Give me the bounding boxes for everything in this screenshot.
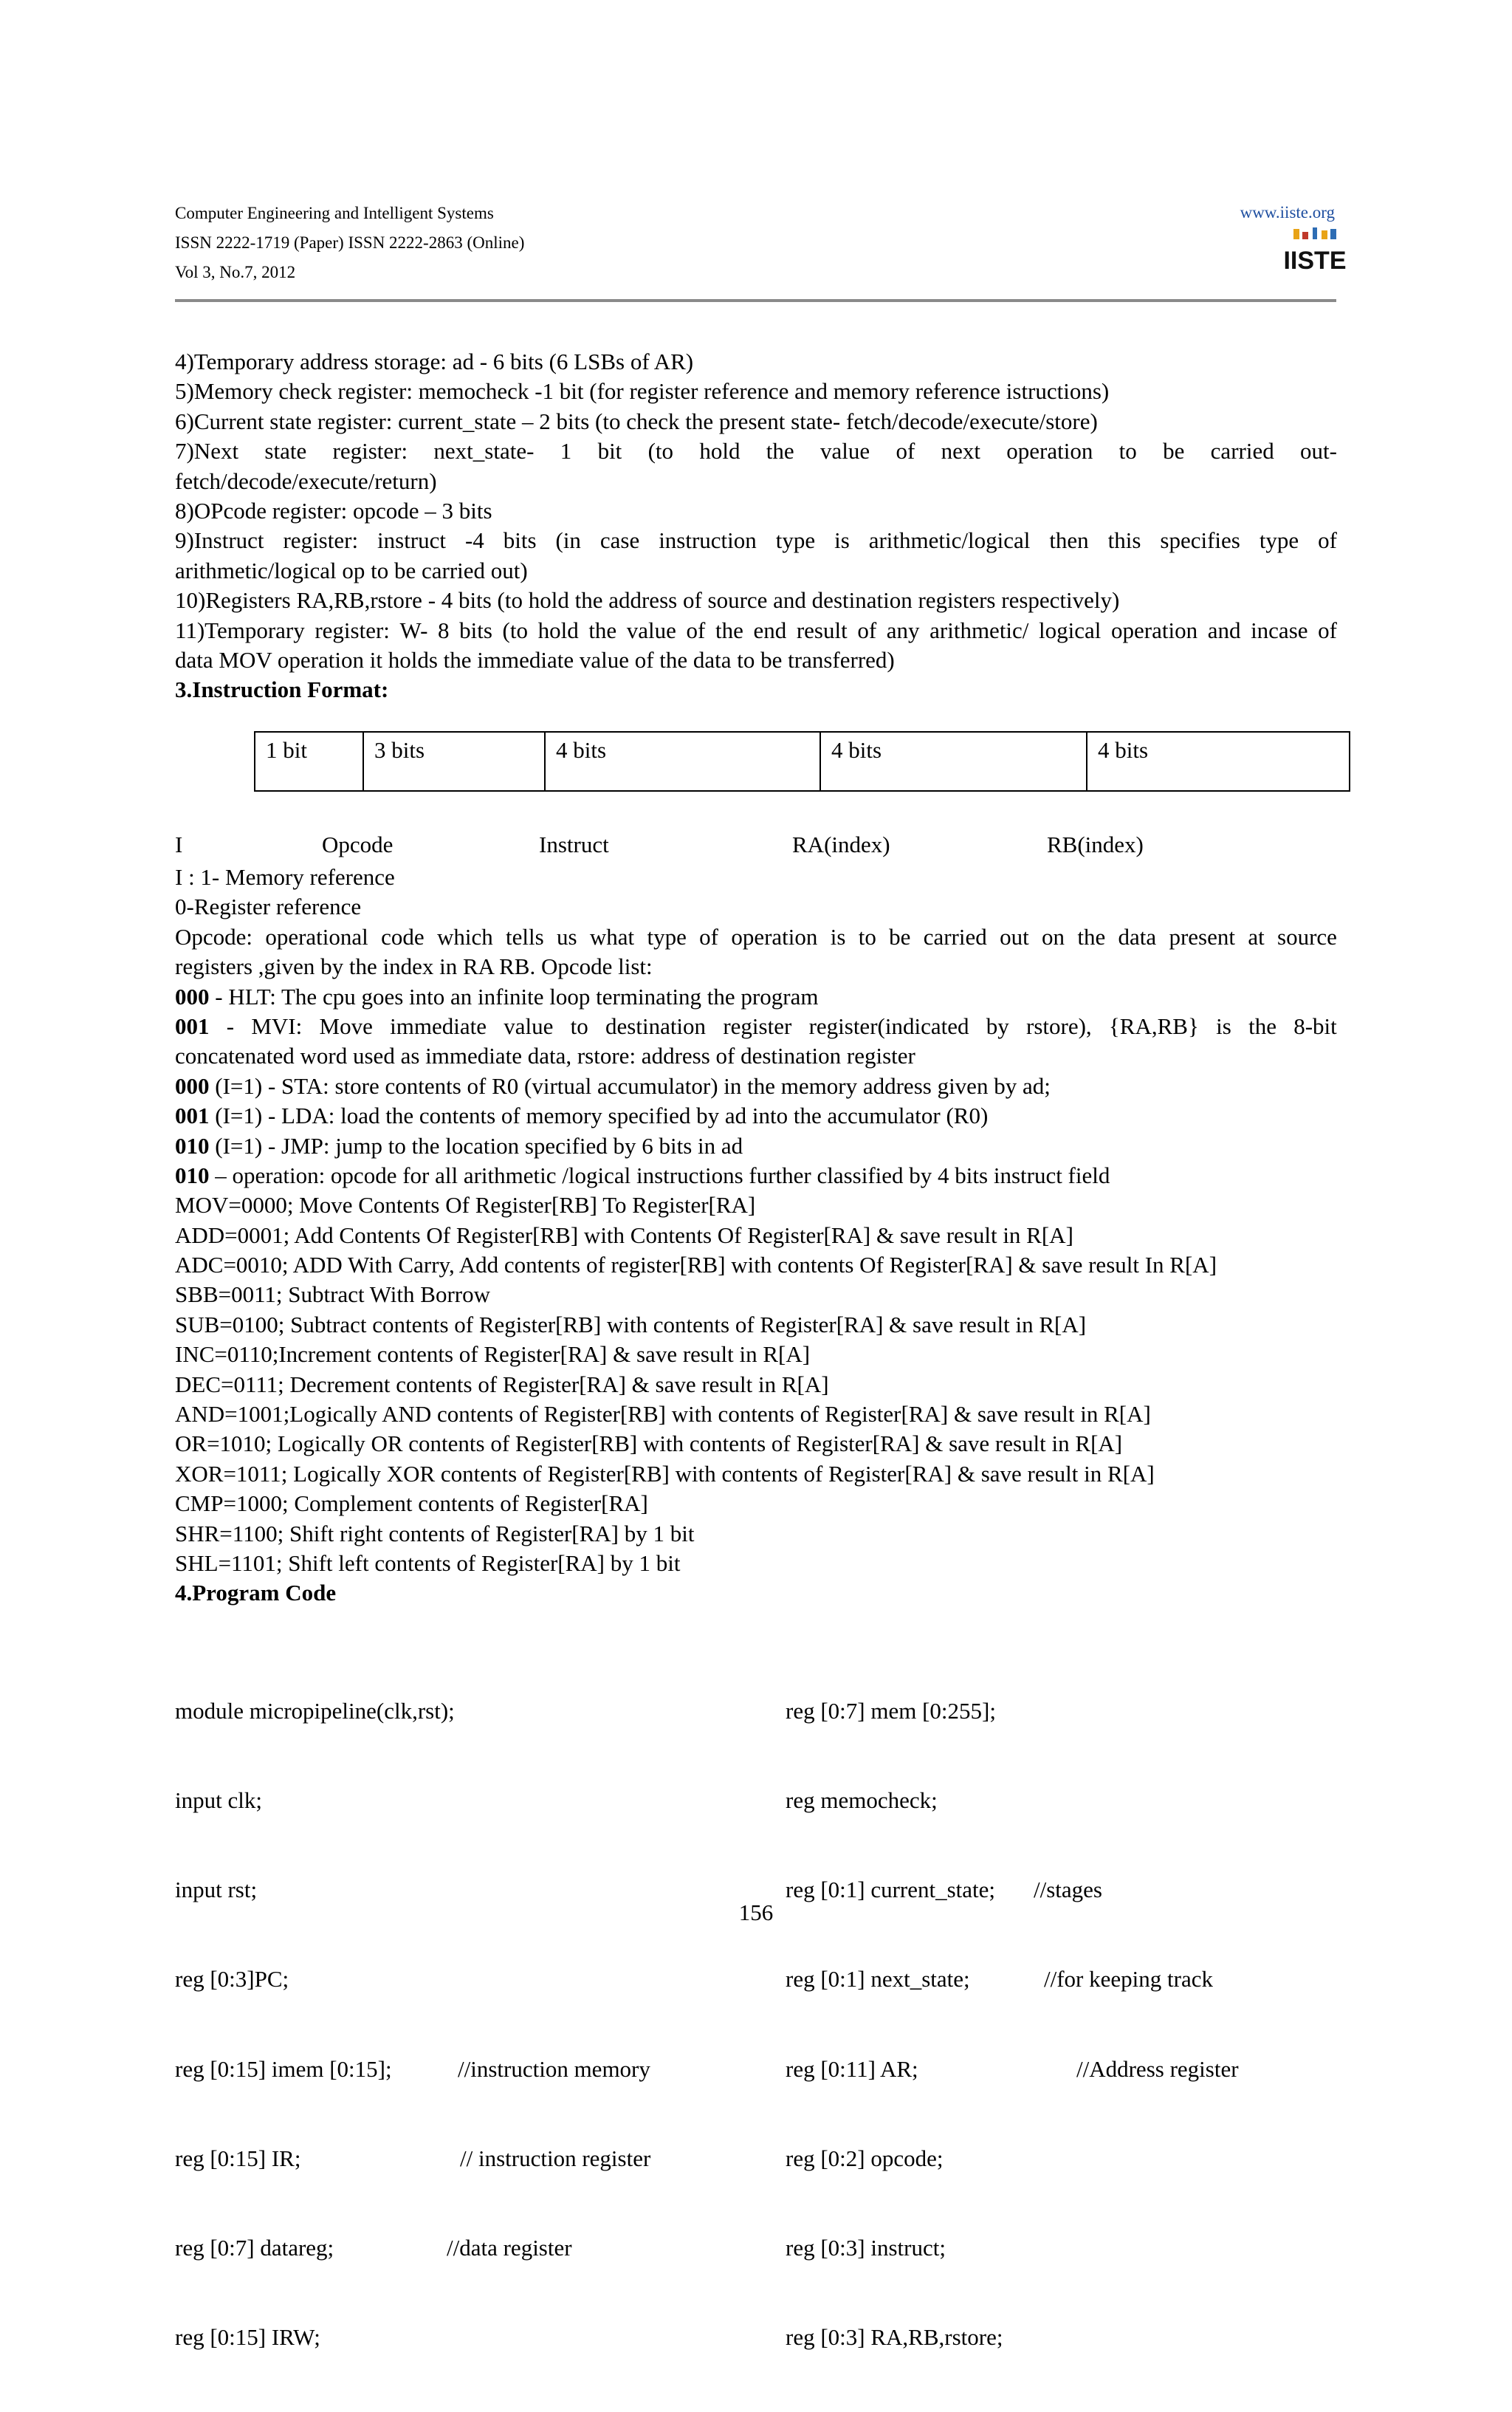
code-comment: // instruction register	[460, 2145, 651, 2171]
alu-op: MOV=0000; Move Contents Of Register[RB] To Register[RA]	[175, 1192, 756, 1219]
volume-line: Vol 3, No.7, 2012	[175, 263, 296, 281]
code-line: reg [0:11] AR; //Address register	[786, 2055, 1347, 2084]
code-line: reg [0:3]PC;	[175, 1966, 289, 1993]
code-comment: //data register	[447, 2235, 572, 2261]
opcode-entry: 000 (I=1) - STA: store contents of R0 (virtual accumulator) in the memory address given by ad;	[175, 1072, 1051, 1099]
register-item: 7)Next state register: next_state- 1 bit (to hold the value of next operation to be carried out-	[175, 438, 1337, 465]
format-cell: 3 bits	[363, 732, 545, 791]
opcode-description	[175, 863, 1337, 1608]
section-heading: 3.Instruction Format:	[175, 676, 389, 703]
alu-op: ADC=0010; ADD With Carry, Add contents of register[RB] with contents Of Register[RA] & save result In R[A]	[175, 1252, 1217, 1278]
register-item: 4)Temporary address storage: ad - 6 bits (6 LSBs of AR)	[175, 349, 694, 374]
desc-line: I : 1- Memory reference	[175, 864, 395, 890]
code-line: reg [0:15] IR; // instruction register	[175, 2144, 766, 2173]
register-item: 5)Memory check register: memocheck -1 bit (for register reference and memory reference istructions)	[175, 378, 1110, 405]
alu-op: OR=1010; Logically OR contents of Register[RB] with contents of Register[RA] & save result in R[A]	[175, 1431, 1123, 1457]
field-label: RA(index)	[792, 832, 890, 857]
code-line: reg [0:7] datareg; //data register	[175, 2233, 766, 2263]
code-line: input rst;	[175, 1877, 258, 1903]
code-line: reg [0:15] imem [0:15]; //instruction memory	[175, 2055, 766, 2084]
code-line: reg [0:3] RA,RB,rstore;	[786, 2324, 1003, 2351]
section-heading: 4.Program Code	[175, 1580, 337, 1606]
register-item: 9)Instruct register: instruct -4 bits (in case instruction type is arithmetic/logical then this specifies type of	[175, 527, 1337, 554]
code-left-column	[175, 1637, 766, 2412]
opcode-entry: 000 - HLT: The cpu goes into an infinite loop terminating the program	[175, 983, 819, 1010]
field-label: Opcode	[322, 832, 394, 857]
code-line: module micropipeline(clk,rst);	[175, 1697, 455, 1724]
opcode-entry: 010 (I=1) - JMP: jump to the location specified by 6 bits in ad	[175, 1132, 743, 1159]
register-item: 10)Registers RA,RB,rstore - 4 bits (to hold the address of source and destination registers respectively)	[175, 587, 1120, 614]
issn-line: ISSN 2222-1719 (Paper) ISSN 2222-2863 (Online)	[175, 233, 525, 252]
journal-name: Computer Engineering and Intelligent Systems	[175, 204, 494, 222]
desc-line: concatenated word used as immediate data, rstore: address of destination register	[175, 1043, 915, 1069]
journal-url-link[interactable]: www.iiste.org	[1240, 203, 1335, 222]
opcode-entry: 010 – operation: opcode for all arithmetic /logical instructions further classified by 4 bits instruct field	[175, 1162, 1110, 1188]
instruction-format-table	[254, 731, 1350, 792]
iiste-logo	[1283, 226, 1347, 278]
format-cell: 1 bit	[255, 732, 363, 791]
register-item-cont: fetch/decode/execute/return)	[175, 467, 437, 494]
opcode-entry: 001 - MVI: Move immediate value to destination register register(indicated by rstore), {RA,RB} is the 8-bit	[175, 1013, 1337, 1039]
format-cell: 4 bits	[545, 732, 820, 791]
code-line: reg memocheck;	[786, 1787, 938, 1814]
alu-op: XOR=1011; Logically XOR contents of Register[RB] with contents of Register[RA] & save result in R[A]	[175, 1460, 1155, 1487]
code-comment: //instruction memory	[458, 2055, 650, 2082]
code-line: reg [0:3] instruct;	[786, 2235, 946, 2261]
alu-op: SHR=1100; Shift right contents of Register[RA] by 1 bit	[175, 1520, 695, 1546]
format-cell: 4 bits	[1087, 732, 1350, 791]
field-label: I	[175, 832, 183, 857]
code-line: reg [0:1] current_state; //stages	[786, 1875, 1347, 1905]
alu-op: SBB=0011; Subtract With Borrow	[175, 1281, 490, 1308]
code-comment: //stages	[1034, 1877, 1102, 1903]
code-line: reg [0:1] next_state; //for keeping track	[786, 1964, 1347, 1994]
svg-text:IISTE: IISTE	[1283, 247, 1347, 275]
code-comment: //for keeping track	[1044, 1966, 1213, 1993]
code-right-column	[786, 1637, 1347, 2412]
alu-op: ADD=0001; Add Contents Of Register[RB] with Contents Of Register[RA] & save result in R[A]	[175, 1222, 1073, 1248]
format-cell: 4 bits	[820, 732, 1087, 791]
desc-line: 0-Register reference	[175, 894, 362, 920]
register-list	[175, 347, 1337, 705]
alu-op: AND=1001;Logically AND contents of Register[RB] with contents of Register[RA] & save result in R[A]	[175, 1401, 1151, 1428]
page-number: 156	[738, 1899, 774, 1925]
alu-op: INC=0110;Increment contents of Register[RA] & save result in R[A]	[175, 1341, 811, 1368]
code-line: input clk;	[175, 1787, 262, 1814]
alu-op: DEC=0111; Decrement contents of Register[RA] & save result in R[A]	[175, 1371, 829, 1397]
register-item: 11)Temporary register: W- 8 bits (to hold the value of the end result of any arithmetic/ logical operation and incase of	[175, 617, 1337, 643]
code-line: reg [0:2] opcode;	[786, 2145, 944, 2171]
code-line: reg [0:15] IRW;	[175, 2324, 320, 2351]
header-rule	[175, 299, 1336, 302]
register-item-cont: data MOV operation it holds the immediate value of the data to be transferred)	[175, 646, 895, 673]
code-comment: //Address register	[1076, 2055, 1239, 2082]
field-label: Instruct	[539, 832, 609, 857]
desc-line: Opcode: operational code which tells us what type of operation is to be carried out on the data present at source	[175, 923, 1337, 950]
register-item: 6)Current state register: current_state – 2 bits (to check the present state- fetch/decode/execute/store)	[175, 408, 1098, 434]
register-item-cont: arithmetic/logical op to be carried out)	[175, 557, 528, 583]
desc-line: registers ,given by the index in RA RB. Opcode list:	[175, 953, 653, 980]
alu-op: SHL=1101; Shift left contents of Register[RA] by 1 bit	[175, 1549, 681, 1576]
alu-op: CMP=1000; Complement contents of Register[RA]	[175, 1490, 648, 1517]
code-line: reg [0:7] mem [0:255];	[786, 1697, 996, 1724]
alu-op: SUB=0100; Subtract contents of Register[RB] with contents of Register[RA] & save result in R[A]	[175, 1311, 1087, 1337]
opcode-entry: 001 (I=1) - LDA: load the contents of memory specified by ad into the accumulator (R0)	[175, 1103, 989, 1129]
register-item: 8)OPcode register: opcode – 3 bits	[175, 497, 492, 524]
field-label: RB(index)	[1047, 832, 1144, 857]
